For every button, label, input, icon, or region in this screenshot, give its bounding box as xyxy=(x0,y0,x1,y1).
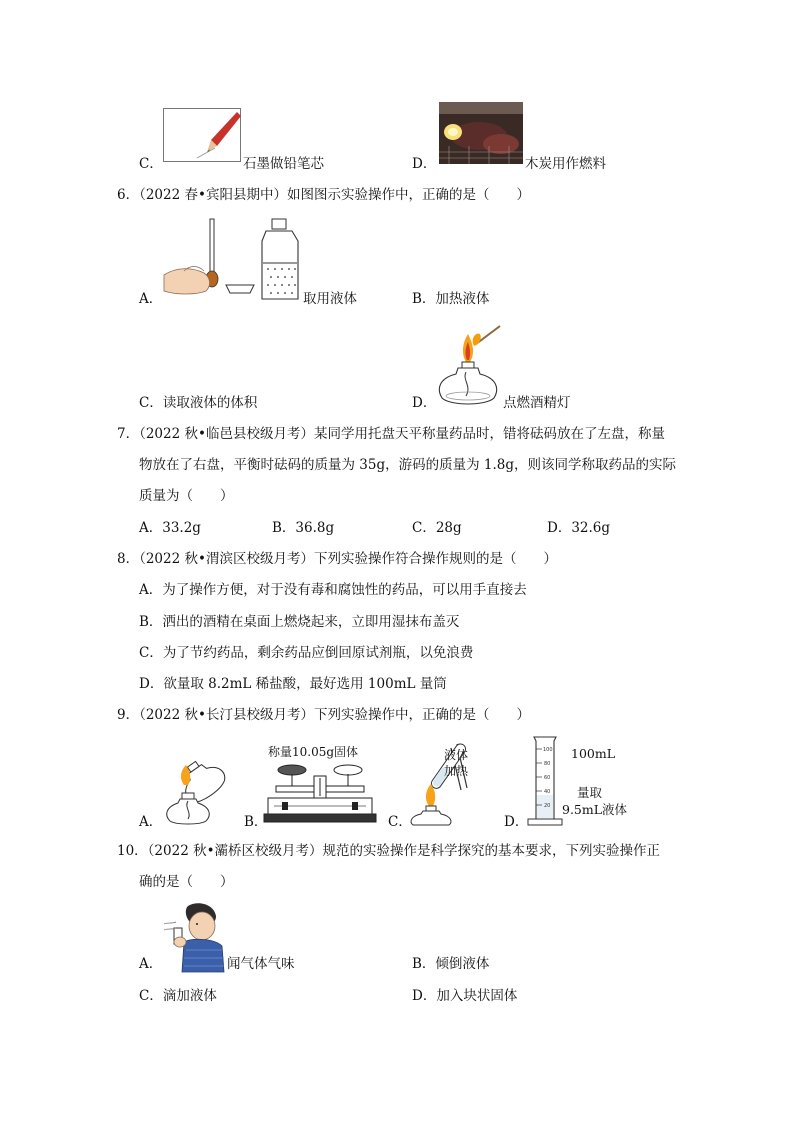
q10-option-a-caption: 闻气体气味 xyxy=(227,956,295,972)
cylinder-tick-60: 60 xyxy=(544,775,551,781)
q7-option-a: A．33.2g xyxy=(139,520,201,536)
balance-weighing-image xyxy=(262,760,378,826)
charcoal-fuel-image xyxy=(439,102,523,164)
q6-option-c: C．读取液体的体积 xyxy=(139,395,258,411)
q7-option-c: C．28g xyxy=(412,520,462,536)
q8-option-c: C．为了节约药品，剩余药品应倒回原试剂瓶，以免浪费 xyxy=(139,645,474,661)
q9-c-label-heat: 加热 xyxy=(444,764,469,778)
q5-option-c-letter: C． xyxy=(139,156,163,172)
q9-d-label-volume: 100mL xyxy=(571,746,616,761)
q8-option-b: B．洒出的酒精在桌面上燃烧起来，立即用湿抹布盖灭 xyxy=(139,614,460,630)
q9-option-a: A． xyxy=(139,814,163,830)
alcohol-lamp-lighting-image xyxy=(436,322,502,408)
q9-b-label: 称量10.05g固体 xyxy=(268,745,359,759)
q5-option-d-caption: 木炭用作燃料 xyxy=(525,156,606,172)
cylinder-tick-100: 100 xyxy=(543,747,553,753)
q10-stem-line2: 确的是（ ） xyxy=(139,874,234,890)
q5-option-d-letter: D． xyxy=(412,156,437,172)
q6-option-d-letter: D． xyxy=(412,395,437,411)
q7-stem-line2: 物放在了右盘，平衡时砝码的质量为 35g，游码的质量为 1.8g，则该同学称取药品的实际 xyxy=(139,457,677,473)
q6-stem: 6．（2022 春•宾阳县期中）如图图示实验操作中，正确的是（ ） xyxy=(117,187,530,203)
q9-option-b: B． xyxy=(244,814,268,830)
q10-option-c: C．滴加液体 xyxy=(139,988,217,1004)
cylinder-tick-80: 80 xyxy=(544,761,551,767)
q8-stem: 8．（2022 秋•渭滨区校级月考）下列实验操作符合操作规则的是（ ） xyxy=(117,551,557,567)
q9-stem: 9．（2022 秋•长汀县校级月考）下列实验操作中，正确的是（ ） xyxy=(117,707,530,723)
q7-stem-line3: 质量为（ ） xyxy=(139,488,234,504)
q10-option-b: B．倾倒液体 xyxy=(412,956,490,972)
q7-option-b: B．36.8g xyxy=(272,520,335,536)
dropper-liquid-image xyxy=(162,217,302,301)
q9-option-c: C． xyxy=(388,814,412,830)
q6-option-a-letter: A． xyxy=(139,291,163,307)
q7-option-d: D．32.6g xyxy=(547,520,611,536)
q6-option-d-caption: 点燃酒精灯 xyxy=(503,395,571,411)
cylinder-tick-20: 20 xyxy=(544,803,551,809)
q7-stem-line1: 7．（2022 秋•临邑县校级月考）某同学用托盘天平称量药品时，错将砝码放在了左盘，称量 xyxy=(117,426,665,442)
q10-option-a-letter: A． xyxy=(139,956,163,972)
q8-option-a: A．为了操作方便，对于没有毒和腐蚀性的药品，可以用手直接去 xyxy=(139,582,527,598)
lamp-lit-by-lamp-image xyxy=(160,747,226,825)
smelling-gas-image xyxy=(164,902,226,972)
q8-option-d: D．欲量取 8.2mL 稀盐酸，最好选用 100mL 量筒 xyxy=(139,676,447,692)
graduated-cylinder-image xyxy=(526,735,564,827)
q9-d-label-amount: 9.5mL液体 xyxy=(562,802,628,817)
pencil-image xyxy=(163,108,241,162)
q6-option-b: B．加热液体 xyxy=(412,291,490,307)
cylinder-tick-40: 40 xyxy=(544,789,551,795)
q10-option-d: D．加入块状固体 xyxy=(412,988,518,1004)
q6-option-a-caption: 取用液体 xyxy=(303,291,357,307)
q10-stem-line1: 10．（2022 秋•灞桥区校级月考）规范的实验操作是科学探究的基本要求，下列实验操作正 xyxy=(117,843,661,859)
q9-d-label-measure: 量取 xyxy=(577,785,603,800)
q9-c-label-liquid: 液体 xyxy=(444,748,469,762)
q5-option-c-caption: 石墨做铅笔芯 xyxy=(243,156,324,172)
q9-option-d: D． xyxy=(504,814,529,830)
